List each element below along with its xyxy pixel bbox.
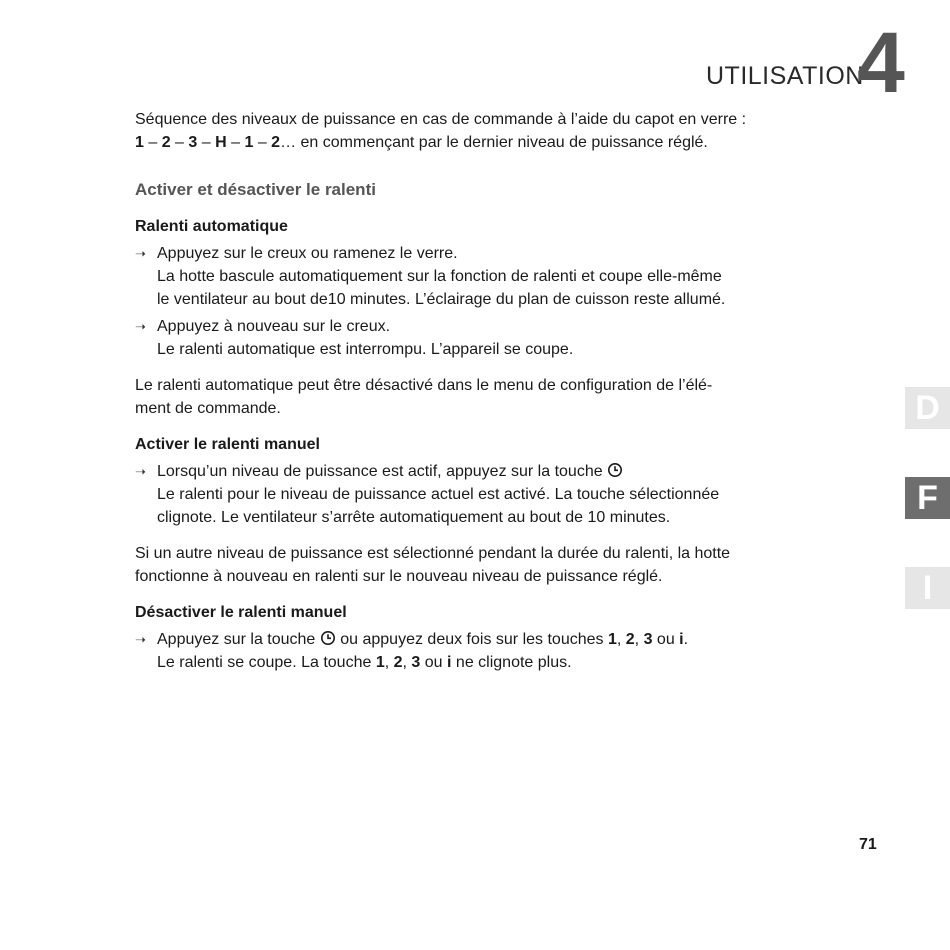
step-text <box>157 628 785 651</box>
arrow-right-icon: ➝ <box>135 246 146 261</box>
auto-idle-steps <box>135 242 785 361</box>
note-line: Si un autre niveau de puissance est sélectionné pendant la durée du ralenti, la hotte <box>135 545 731 562</box>
language-tab-f: F <box>905 477 950 519</box>
key-label: i <box>447 654 452 671</box>
intro-line: Séquence des niveaux de puissance en cas de commande à l’aide du capot en verre : <box>135 111 747 128</box>
key-label: i <box>679 631 684 648</box>
seq-sep: – <box>226 134 245 151</box>
seq-tail: … en commençant par le dernier niveau de puissance réglé. <box>280 134 708 151</box>
note-line: fonctionne à nouveau en ralenti sur le nouveau niveau de puissance réglé. <box>135 568 663 585</box>
intro-paragraph <box>135 108 785 154</box>
step-text-part: ou appuyez deux fois sur les touches <box>340 631 604 648</box>
key-sep: , <box>384 654 394 671</box>
list-item <box>135 315 785 361</box>
key-label: 1 <box>375 654 385 671</box>
note-line: ment de commande. <box>135 400 281 417</box>
page-number: 71 <box>859 836 877 853</box>
step-text <box>157 460 785 483</box>
language-tab-i: I <box>905 567 950 609</box>
list-item <box>135 628 785 674</box>
seq-level: 1 <box>244 134 254 151</box>
clock-icon <box>320 630 336 646</box>
list-item <box>135 242 785 311</box>
chapter-number: 4 <box>857 15 905 111</box>
seq-sep: – <box>143 134 162 151</box>
step-text: Appuyez à nouveau sur le creux. <box>157 318 391 335</box>
step-text: clignote. Le ventilateur s’arrête automatiquement au bout de 10 minutes. <box>157 509 671 526</box>
seq-level: 1 <box>135 134 144 151</box>
power-sequence <box>135 131 785 154</box>
step-text-part: Appuyez sur la touche <box>157 631 316 648</box>
page-body <box>135 108 785 678</box>
clock-icon <box>607 462 623 478</box>
step-text-part: Lorsqu’un niveau de puissance est actif, appuyez sur la touche <box>157 463 603 480</box>
step-text <box>157 651 785 674</box>
manual-on-heading: Activer le ralenti manuel <box>135 436 320 453</box>
key-label: 1 <box>607 631 617 648</box>
key-label: 3 <box>411 654 421 671</box>
auto-idle-note <box>135 374 785 420</box>
auto-idle-heading: Ralenti automatique <box>135 218 288 235</box>
seq-level: 3 <box>188 134 198 151</box>
arrow-right-icon: ➝ <box>135 632 146 647</box>
seq-level: 2 <box>161 134 171 151</box>
seq-level: H <box>215 134 227 151</box>
key-sep: , <box>402 654 412 671</box>
arrow-right-icon: ➝ <box>135 464 146 479</box>
key-sep: , <box>616 631 626 648</box>
key-sep: , <box>634 631 644 648</box>
note-line: Le ralenti automatique peut être désactivé dans le menu de configuration de l’élé- <box>135 377 713 394</box>
seq-level: 2 <box>271 134 281 151</box>
seq-sep: – <box>170 134 189 151</box>
chapter-title: UTILISATION <box>706 62 864 90</box>
seq-sep: – <box>253 134 272 151</box>
step-text-part: Le ralenti se coupe. La touche <box>157 654 372 671</box>
step-text-part: ne clignote plus. <box>455 654 572 671</box>
seq-sep: – <box>197 134 216 151</box>
step-text: La hotte bascule automatiquement sur la fonction de ralenti et coupe elle-même <box>157 268 722 285</box>
key-sep: . <box>683 631 689 648</box>
manual-off-steps <box>135 628 785 674</box>
list-item <box>135 460 785 529</box>
step-text: Le ralenti automatique est interrompu. L’appareil se coupe. <box>157 341 574 358</box>
manual-off-heading: Désactiver le ralenti manuel <box>135 604 347 621</box>
step-text: Appuyez sur le creux ou ramenez le verre. <box>157 245 458 262</box>
key-label: 2 <box>393 654 403 671</box>
language-tab-d: D <box>905 387 950 429</box>
key-sep: ou <box>652 631 680 648</box>
step-text: le ventilateur au bout de10 minutes. L’éclairage du plan de cuisson reste allumé. <box>157 291 726 308</box>
step-text: Le ralenti pour le niveau de puissance actuel est activé. La touche sélectionnée <box>157 486 720 503</box>
section-title: Activer et désactiver le ralenti <box>135 180 376 199</box>
manual-on-steps <box>135 460 785 529</box>
key-label: 2 <box>625 631 635 648</box>
arrow-right-icon: ➝ <box>135 319 146 334</box>
key-sep: ou <box>420 654 448 671</box>
manual-on-note <box>135 542 785 588</box>
key-label: 3 <box>643 631 653 648</box>
